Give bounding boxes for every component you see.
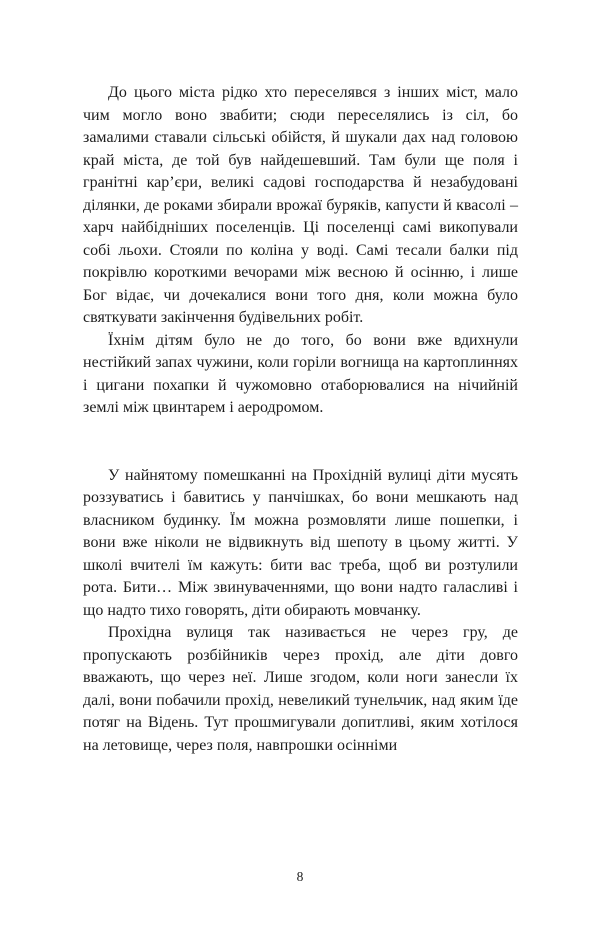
paragraph-3: У найнятому помешканні на Прохідній вулиці діти мусять роззуватись і бавитись у панчішках, бо вони мешкають над власником будинку. Їм можна розмовляти лише пошепки, і вони вже ніколи не відвикнуть від шепоту в цьому житті. У школі вчителі їм кажуть: бити вас треба, щоб ви розтулили рота. Бити… Між звинуваченнями, що вони надто галасливі і що надто тихо говорять, діти обирають мовчанку. xyxy=(83,466,518,619)
section-break xyxy=(83,420,518,465)
page-text xyxy=(83,82,518,757)
paragraph-2: Їхнім дітям було не до того, бо вони вже вдихнули нестійкий запах чужини, коли горіли вогнища на картоплиннях і цигани похапки й чужомовно отаборювалися на нічийній землі між цвинтарем і аеродромом. xyxy=(83,331,518,416)
paragraph-1: До цього міста рідко хто переселявся з інших міст, мало чим могло воно звабити; сюди переселялись із сіл, бо замалими ставали сільські обійстя, й шукали дах над головою край міста, де той був найдешевший. Там були ще поля і гранітні кар’єри, великі садові господарства й незабудовані ділянки, де роками збирали врожаї буряків, капусти й квасолі – харч найбідніших поселенців. Ці поселенці самі викопували собі льохи. Стояли по коліна у воді. Самі тесали балки під покрівлю короткими вечорами між весною й осінню, і лише Бог відає, чи дочекалися вони того дня, коли можна було святкувати закінчення будівельних робіт. xyxy=(83,84,518,326)
paragraph-4: Прохідна вулиця так називається не через гру, де пропускають розбійників через прохід, але діти довго вважають, що через неї. Лише згодом, коли ноги занесли їх далі, вони побачили прохід, невеликий тунельчик, над яким їде потяг на Відень. Тут прошмигували допитливі, яким хотілося на летовище, через поля, навпрошки осінніми xyxy=(83,624,518,754)
page-number: 8 xyxy=(296,869,304,884)
